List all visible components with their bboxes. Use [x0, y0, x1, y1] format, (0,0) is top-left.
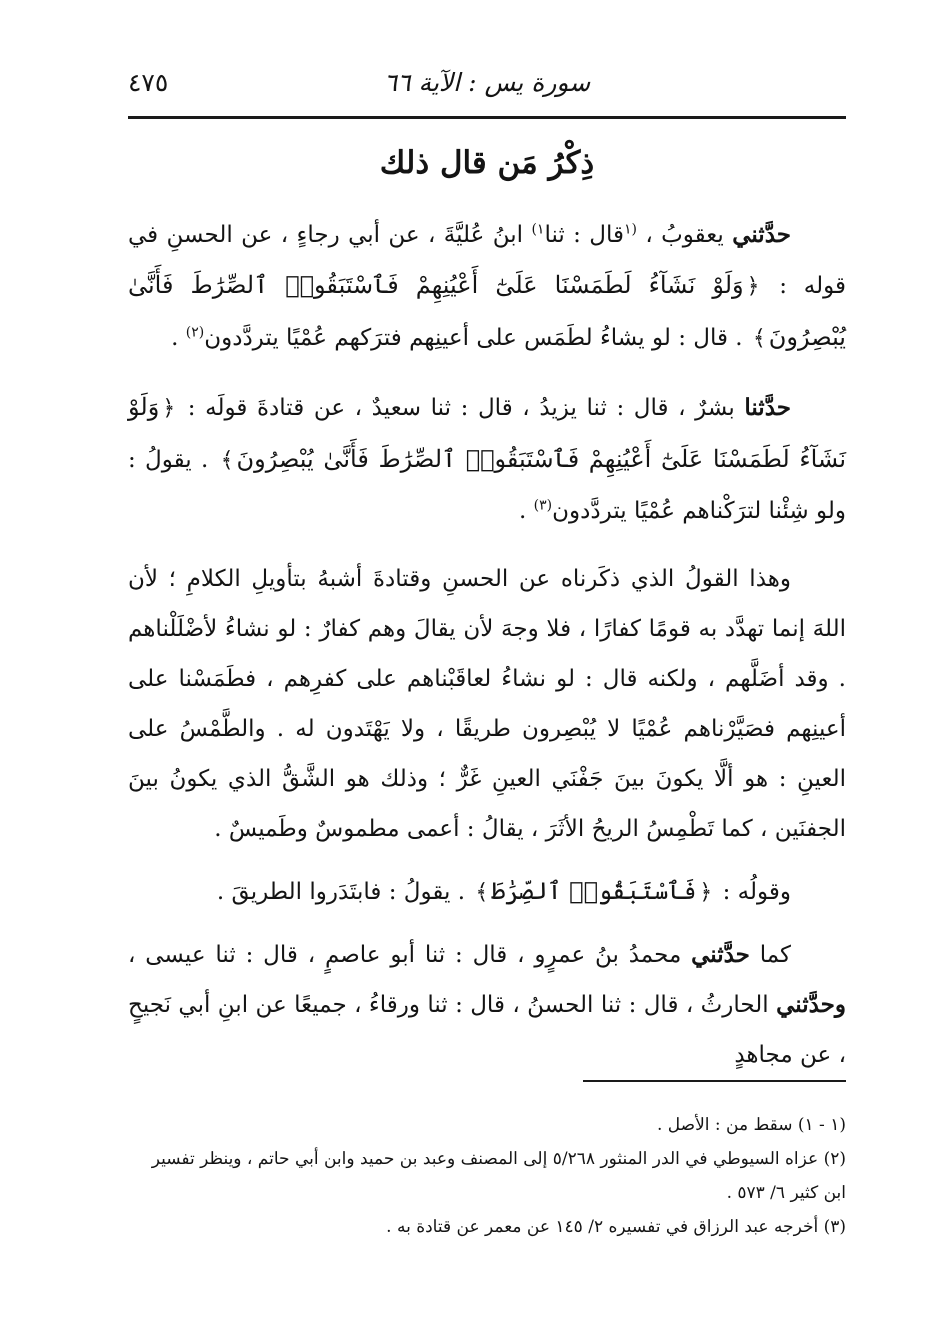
quran-close-bracket: ﴾	[475, 880, 489, 905]
text-run: . يقولُ : فابتَدَروا الطريقَ .	[216, 879, 473, 905]
quran-verse: فَٱسْتَبَقُوا۟ ٱلصِّرَٰطَ	[491, 877, 697, 905]
paragraph-1	[128, 210, 846, 364]
paragraph-2	[128, 382, 846, 536]
narration-lead: حدَّثنا	[744, 394, 791, 421]
text-run: . قال : لو يشاءُ لطَمَس على أعينِهم فترَكهم عُمْيًا يتردَّدون	[204, 325, 750, 351]
text-run: يعقوبُ ،	[636, 222, 733, 248]
text-run: وقولُه :	[715, 879, 791, 905]
footnote-1: (١ - ١) سقط من : الأصل .	[656, 1115, 846, 1135]
footnote-3: (٣) أخرجه عبد الرزاق في تفسيره ٢/ ١٤٥ عن معمر عن قتادة به .	[386, 1217, 846, 1237]
narration-lead: حدَّثني	[732, 221, 791, 248]
footnote-2: (٢) عزاه السيوطي في الدر المنثور ٥/٢٦٨ إلى المصنف وعبد بن حميد وابن أبي حاتم ، وينظر تفسير ابن كثير ٦/ ٥٧٣ .	[151, 1149, 846, 1203]
quran-verse: وَلَوْ نَشَآءُ لَطَمَسْنَا عَلَىٰٓ أَعْيُنِهِمْ فَٱسْتَبَقُوا۟ ٱلصِّرَٰطَ فَأَنَّىٰ يُبْصِرُونَ	[128, 271, 846, 351]
quran-open-bracket: ﴿	[699, 880, 713, 905]
footnote-marker: ١)	[531, 221, 545, 238]
paragraph-5	[128, 930, 846, 1080]
text-run: .	[519, 498, 534, 524]
paragraph-3: وهذا القولُ الذي ذكَرناه عن الحسنِ وقتادةَ أشبهُ بتأويلِ الكلامِ ؛ لأن اللهَ إنما تهدَّد به قومًا كفارًا ، فلا وجهَ لأن يقالَ وهم كفارٌ : لو نشاءُ لأضْلَلْناهم . وقد أضَلَّهم ، ولكنه قال : لو نشاءُ لعاقَبْناهم على كفرِهم ، فطَمَسْنا على أعينِهم فصَيَّرْناهم عُمْيًا لا يُبْصِرون طريقًا ، ولا يَهْتَدون له . والطَّمْسُ على العينِ : هو ألَّا يكونَ بينَ جَفْنَي العينِ غَرٌّ ؛ وذلك هو الشَّقُّ الذي يكونُ بينَ الجفنَين ، كما تَطْمِسُ الريحُ الأثَرَ ، يقالُ : أعمى مطموسٌ وطَميسٌ .	[128, 566, 846, 842]
footnote-marker: (٣)	[533, 497, 553, 514]
text-run: الحارثُ ، قال : ثنا الحسنُ ، قال : ثنا ورقاءُ ، جميعًا عن ابنِ أبي نَجيحٍ ، عن مجاهدٍ	[128, 992, 846, 1068]
quran-close-bracket: ﴾	[752, 326, 766, 351]
quran-open-bracket: ﴿	[162, 396, 176, 421]
footnotes	[128, 1108, 846, 1244]
running-head: سورة يس : الآية ٦٦	[383, 68, 591, 97]
footnote-marker: (١	[623, 221, 637, 238]
text-run: .	[171, 325, 186, 351]
text-run: ابنُ عُليَّةَ ، عن أبي رجاءٍ ، عن الحسنِ في قوله :	[128, 222, 846, 299]
text-run: . يقولُ : ولو شِئْنا لترَكْناهم عُمْيًا يتردَّدون	[128, 447, 846, 524]
section-title: ذِكْرُ مَن قال ذلك	[379, 145, 595, 181]
body-text	[128, 210, 846, 1092]
narration-lead: حدَّثني	[691, 941, 750, 968]
text-run: محمدُ بنُ عمرٍو ، قال : ثنا أبو عاصمٍ ، قال : ثنا عيسى ،	[128, 942, 692, 968]
page-number: ٤٧٥	[128, 68, 169, 97]
text-run: كما	[749, 942, 791, 968]
footnote-marker: (٢)	[185, 324, 205, 341]
text-run: بشرٌ ، قال : ثنا يزيدُ ، قال : ثنا سعيدٌ ، عن قتادةَ قولَه :	[178, 395, 745, 421]
quran-open-bracket: ﴿	[746, 274, 760, 299]
header-rule	[128, 116, 846, 119]
footnote-rule	[583, 1080, 846, 1082]
quran-close-bracket: ﴾	[220, 448, 234, 473]
paragraph-4	[128, 866, 846, 918]
quran-verse: وَلَوْ نَشَآءُ لَطَمَسْنَا عَلَىٰٓ أَعْيُنِهِمْ فَٱسْتَبَقُوا۟ ٱلصِّرَٰطَ فَأَنَّىٰ يُبْصِرُونَ	[128, 393, 847, 473]
page-header	[128, 60, 846, 110]
narration-lead: وحدَّثني	[776, 991, 846, 1018]
text-run: قال : ثنا	[544, 222, 624, 248]
